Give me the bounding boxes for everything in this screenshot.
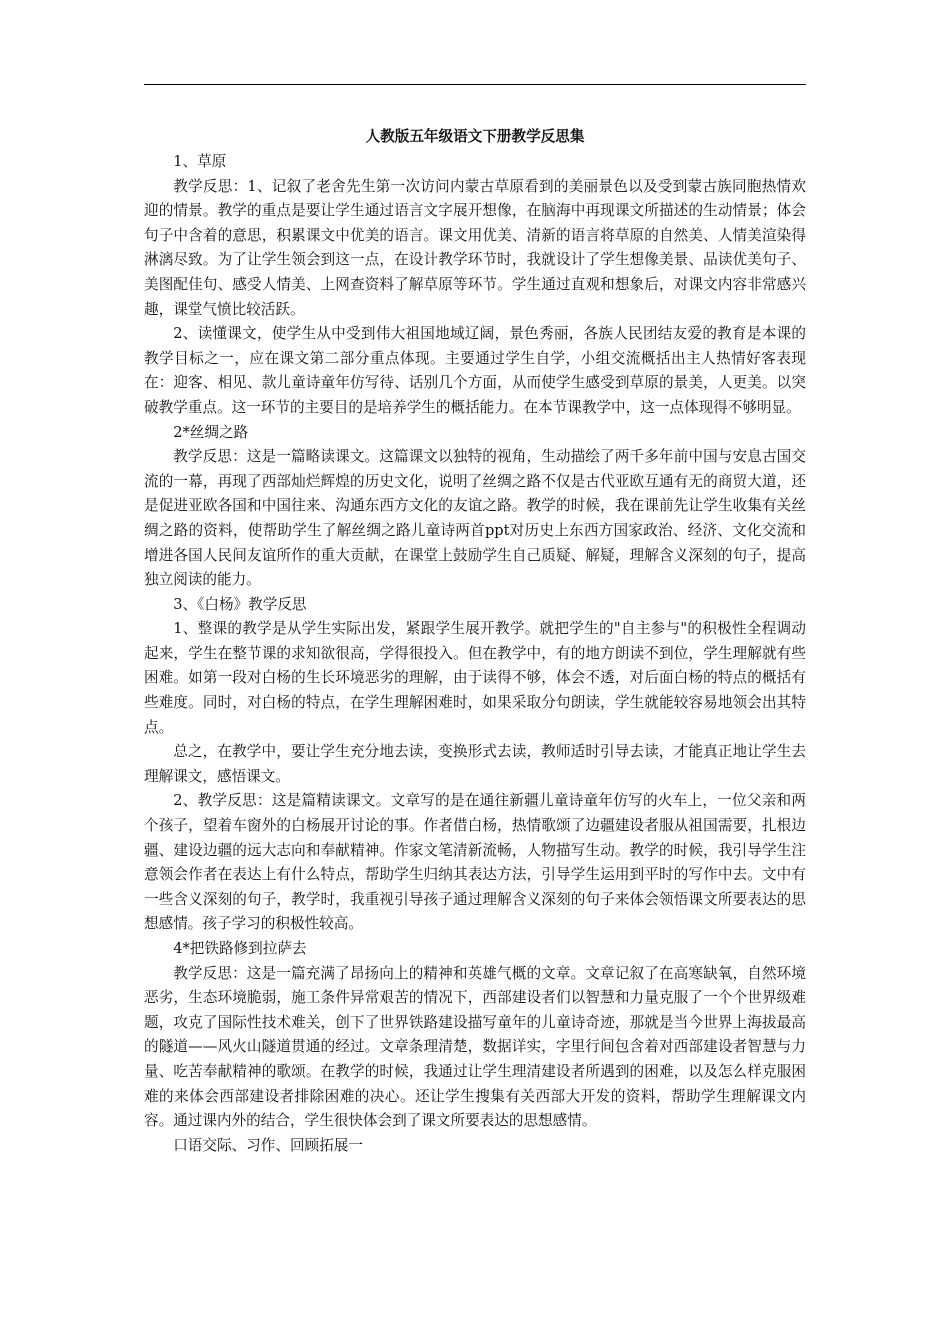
paragraph: 1、整课的教学是从学生实际出发，紧跟学生展开教学。就把学生的"自主参与"的积极性全程调动起来，学生在整节课的求知欲很高，学得很投入。但在教学中，有的地方朗读不到位，学生理解就有些困难。如第一段对白杨的生长环境恶劣的理解，由于读得不够，体会不透，对后面白杨的特点的概括有些难度。同时，对白杨的特点，在学生理解困难时，如果采取分句朗读，学生就能较容易地领会出其特点。 <box>144 620 806 736</box>
section-heading-grassland: 1、草原 <box>173 153 227 170</box>
document-body <box>144 124 806 1158</box>
section-heading-poplar: 3、《白杨》教学反思 <box>173 595 307 613</box>
paragraph: 教学反思：1、记叙了老舍先生第一次访问内蒙古草原看到的美丽景色以及受到蒙古族同胞热情欢迎的情景。教学的重点是要让学生通过语言文字展开想像，在脑海中再现课文所描述的生动情景；体会句子中含着的意思，积累课文中优美的语言。课文用优美、清新的语言将草原的自然美、人情美渲染得淋漓尽致。为了让学生领会到这一点，在设计教学环节时，我就设计了学生想像美景、品读优美句子、美图配佳句、感受人情美、上网查资料了解草原等环节。学生通过直观和想象后，对课文内容非常感兴趣，课堂气愤比较活跃。 <box>144 177 806 318</box>
section-heading-lhasa-railway: 4*把铁路修到拉萨去 <box>173 940 307 957</box>
section-heading-oral-communication: 口语交际、习作、回顾拓展一 <box>173 1136 363 1154</box>
paragraph: 2、教学反思：这是篇精读课文。文章写的是在通往新疆儿童诗童年仿写的火车上，一位父亲和两个孩子，望着车窗外的白杨展开讨论的事。作者借白杨，热情歌颂了边疆建设者服从祖国需要，扎根边疆、建设边疆的远大志向和奉献精神。作家文笔清新流畅，人物描写生动。教学的时候，我引导学生注意领会作者在表达上有什么特点，帮助学生归纳其表达方法，引导学生运用到平时的写作中去。文中有一些含义深刻的句子，教学时，我重视引导孩子通过理解含义深刻的句子来体会领悟课文所要表达的思想感情。孩子学习的积极性较高。 <box>144 792 806 933</box>
paragraph: 2、读懂课文，使学生从中受到伟大祖国地域辽阔，景色秀丽，各族人民团结友爱的教育是本课的教学目标之一，应在课文第二部分重点体现。主要通过学生自学，小组交流概括出主人热情好客表现在：迎客、相见、款儿童诗童年仿写待、话别几个方面，从而使学生感受到草原的景美，人更美。以突破教学重点。这一环节的主要目的是培养学生的概括能力。在本节课教学中，这一点体现得不够明显。 <box>144 325 806 416</box>
document-title: 人教版五年级语文下册教学反思集 <box>365 128 585 145</box>
header-rule <box>144 84 806 85</box>
section-heading-silk-road: 2*丝绸之路 <box>173 423 249 441</box>
paragraph: 总之，在教学中，要让学生充分地去读，变换形式去读，教师适时引导去读，才能真正地让学生去理解课文，感悟课文。 <box>144 743 806 785</box>
paragraph: 教学反思：这是一篇略读课文。这篇课文以独特的视角，生动描绘了两千多年前中国与安息古国交流的一幕，再现了西部灿烂辉煌的历史文化，说明了丝绸之路不仅是古代亚欧互通有无的商贸大道，还是促进亚欧各国和中国往来、沟通东西方文化的友谊之路。教学的时候，我在课前先让学生收集有关丝绸之路的资料，使帮助学生了解丝绸之路儿童诗两首ppt对历史上东西方国家政治、经济、文化交流和增进各国人民间友谊所作的重大贡献，在课堂上鼓励学生自己质疑、解疑，理解含义深刻的句子，提高独立阅读的能力。 <box>144 448 806 589</box>
paragraph: 教学反思：这是一篇充满了昂扬向上的精神和英雄气概的文章。文章记叙了在高寒缺氧，自然环境恶劣，生态环境脆弱，施工条件异常艰苦的情况下，西部建设者们以智慧和力量克服了一个个世界级难题，攻克了国际性技术难关，创下了世界铁路建设描写童年的儿童诗奇迹，那就是当今世界上海拔最高的隧道——风火山隧道贯通的经过。文章条理清楚，数据详实，字里行间包含着对西部建设者智慧与力量、吃苦奉献精神的歌颂。在教学的时候，我通过让学生理清建设者所遇到的困难，以及怎么样克服困难的来体会西部建设者排除困难的决心。还让学生搜集有关西部大开发的资料，帮助学生理解课文内容。通过课内外的结合，学生很快体会到了课文所要表达的思想感情。 <box>144 964 806 1130</box>
